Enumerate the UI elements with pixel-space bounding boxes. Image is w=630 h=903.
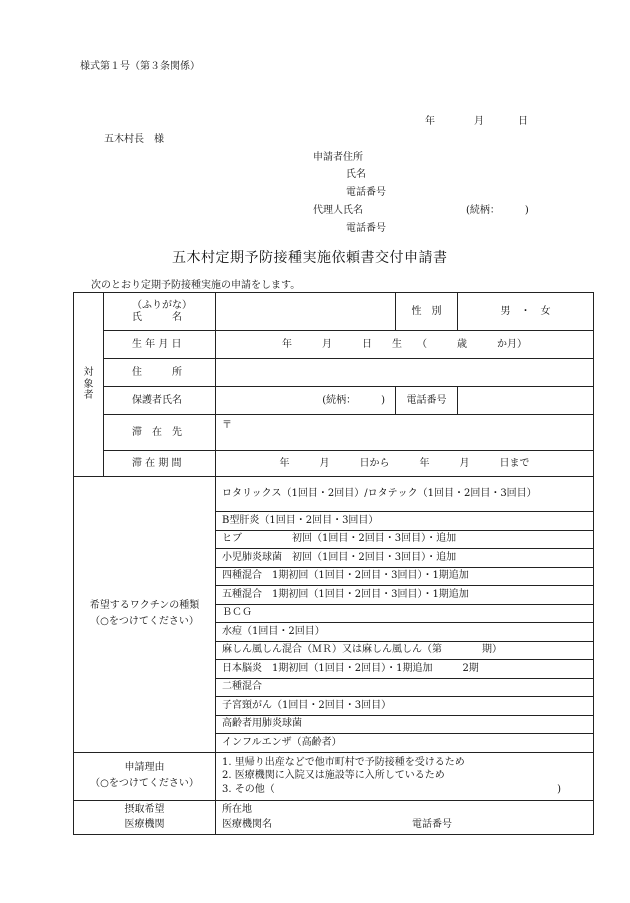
guardian-row <box>74 387 594 415</box>
reason-label: 申請理由 <box>124 762 165 773</box>
guardian-name-input[interactable] <box>216 387 396 415</box>
reason-option-3-close: ) <box>557 783 561 795</box>
clinic-phone-label: 電話番号 <box>412 819 452 830</box>
vaccine-label-cell <box>74 477 216 753</box>
postal-mark: 〒 <box>222 420 232 431</box>
birthdate-row <box>74 331 594 359</box>
name-input[interactable] <box>216 293 396 331</box>
birthdate-label: 生 年 月 日 <box>104 331 216 359</box>
name-label-cell <box>104 293 216 331</box>
vaccine-label: 希望するワクチンの種類 <box>89 600 200 612</box>
form-id: 様式第１号（第３条関係） <box>80 61 200 72</box>
vaccine-instruction: （○をつけてください） <box>90 616 199 628</box>
vaccine-option-elderly-pneumococcal[interactable]: 高齢者用肺炎球菌 <box>216 715 594 734</box>
vaccine-row-1 <box>74 477 594 512</box>
reason-option-1[interactable]: 1. 里帰り出産などで他市町村で予防接種を受けるため <box>222 756 465 768</box>
clinic-location-label[interactable]: 所在地 <box>222 804 252 815</box>
vaccine-option-hib[interactable]: ヒブ 初回（1回目・2回目・3回目）・追加 <box>216 530 594 549</box>
stay-period-label: 滞 在 期 間 <box>104 451 216 477</box>
subject-section-label <box>74 293 104 477</box>
name-row <box>74 293 594 331</box>
applicant-name-label: 氏名 <box>346 169 366 180</box>
reason-instruction: （○をつけてください） <box>90 778 199 789</box>
proxy-name-label: 代理人氏名 <box>313 205 363 216</box>
guardian-phone-input[interactable] <box>458 387 594 415</box>
intro-text: 次のとおり定期予防接種実施の申請をします。 <box>91 280 301 291</box>
stay-period-row <box>74 451 594 477</box>
address-row <box>74 359 594 387</box>
reason-option-2[interactable]: 2. 医療機関に入院又は施設等に入所しているため <box>222 770 445 782</box>
vaccine-option-pneumococcal[interactable]: 小児肺炎球菌 初回（1回目・2回目・3回目）・追加 <box>216 549 594 568</box>
guardian-phone-label: 電話番号 <box>396 387 458 415</box>
clinic-row <box>74 800 594 834</box>
clinic-name-line[interactable] <box>222 817 587 832</box>
guardian-relation-label: (続柄： ) <box>322 394 385 406</box>
clinic-fields-cell <box>216 800 594 834</box>
reason-row <box>74 752 594 800</box>
vaccine-option-je[interactable]: 日本脳炎 1期初回（1回目・2回目）・1期追加 2期 <box>216 660 594 679</box>
applicant-phone-label: 電話番号 <box>346 187 386 198</box>
reason-option-3-text: 3. その他（ <box>222 783 275 795</box>
vaccine-option-hpv[interactable]: 子宮頸がん（1回目・2回目・3回目） <box>216 697 594 716</box>
applicant-address-label: 申請者住所 <box>313 152 363 163</box>
guardian-label: 保護者氏名 <box>104 387 216 415</box>
proxy-relation-label: (続柄： ) <box>466 205 529 216</box>
stay-input[interactable] <box>216 415 594 451</box>
vaccine-option-hepb[interactable]: B型肝炎（1回目・2回目・3回目） <box>216 512 594 531</box>
subject-char-1: 対 <box>83 367 94 379</box>
birthdate-input[interactable]: 年 月 日 生 （ 歳 か月） <box>216 331 594 359</box>
clinic-label-line1: 摂取希望 <box>124 803 165 815</box>
page-title: 五木村定期予防接種実施依頼書交付申請書 <box>172 250 448 266</box>
vaccine-option-mr[interactable]: 麻しん風しん混合（ＭＲ）又は麻しん風しん（第 期） <box>216 641 594 660</box>
date-month-label: 月 <box>474 116 484 127</box>
proxy-phone-label: 電話番号 <box>346 223 386 234</box>
furigana-label: （ふりがな） <box>132 299 192 311</box>
date-year-label: 年 <box>425 116 435 127</box>
subject-char-3: 者 <box>83 390 94 402</box>
clinic-label-line2: 医療機関 <box>124 818 165 830</box>
vaccine-option-dt[interactable]: 二種混合 <box>216 678 594 697</box>
name-label: 氏 名 <box>132 311 182 323</box>
vaccine-option-5in1[interactable]: 五種混合 1期初回（1回目・2回目・3回目）・1期追加 <box>216 586 594 605</box>
address-input[interactable] <box>216 359 594 387</box>
stay-period-input[interactable]: 年 月 日から 年 月 日まで <box>216 451 594 477</box>
vaccine-option-varicella[interactable]: 水痘（1回目・2回目） <box>216 623 594 642</box>
stay-row <box>74 415 594 451</box>
reason-options-cell <box>216 752 594 800</box>
sex-label: 性 別 <box>396 293 458 331</box>
clinic-name-label: 医療機関名 <box>222 819 272 830</box>
reason-option-3[interactable] <box>222 783 587 797</box>
address-label: 住 所 <box>104 359 216 387</box>
vaccine-option-bcg[interactable]: ＢＣＧ <box>216 604 594 623</box>
clinic-label-cell <box>74 800 216 834</box>
sex-options[interactable]: 男 ・ 女 <box>458 293 594 331</box>
reason-label-cell <box>74 752 216 800</box>
vaccine-option-rota[interactable]: ロタリックス（1回目・2回目）/ロタテック（1回目・2回目・3回目） <box>216 477 594 512</box>
stay-label: 滞 在 先 <box>104 415 216 451</box>
subject-char-2: 象 <box>83 378 94 390</box>
addressee: 五木村長 様 <box>104 134 164 145</box>
application-form-table <box>73 292 594 835</box>
vaccine-option-4in1[interactable]: 四種混合 1期初回（1回目・2回目・3回目）・1期追加 <box>216 567 594 586</box>
date-day-label: 日 <box>518 116 528 127</box>
vaccine-option-influenza[interactable]: インフルエンザ（高齢者） <box>216 734 594 753</box>
